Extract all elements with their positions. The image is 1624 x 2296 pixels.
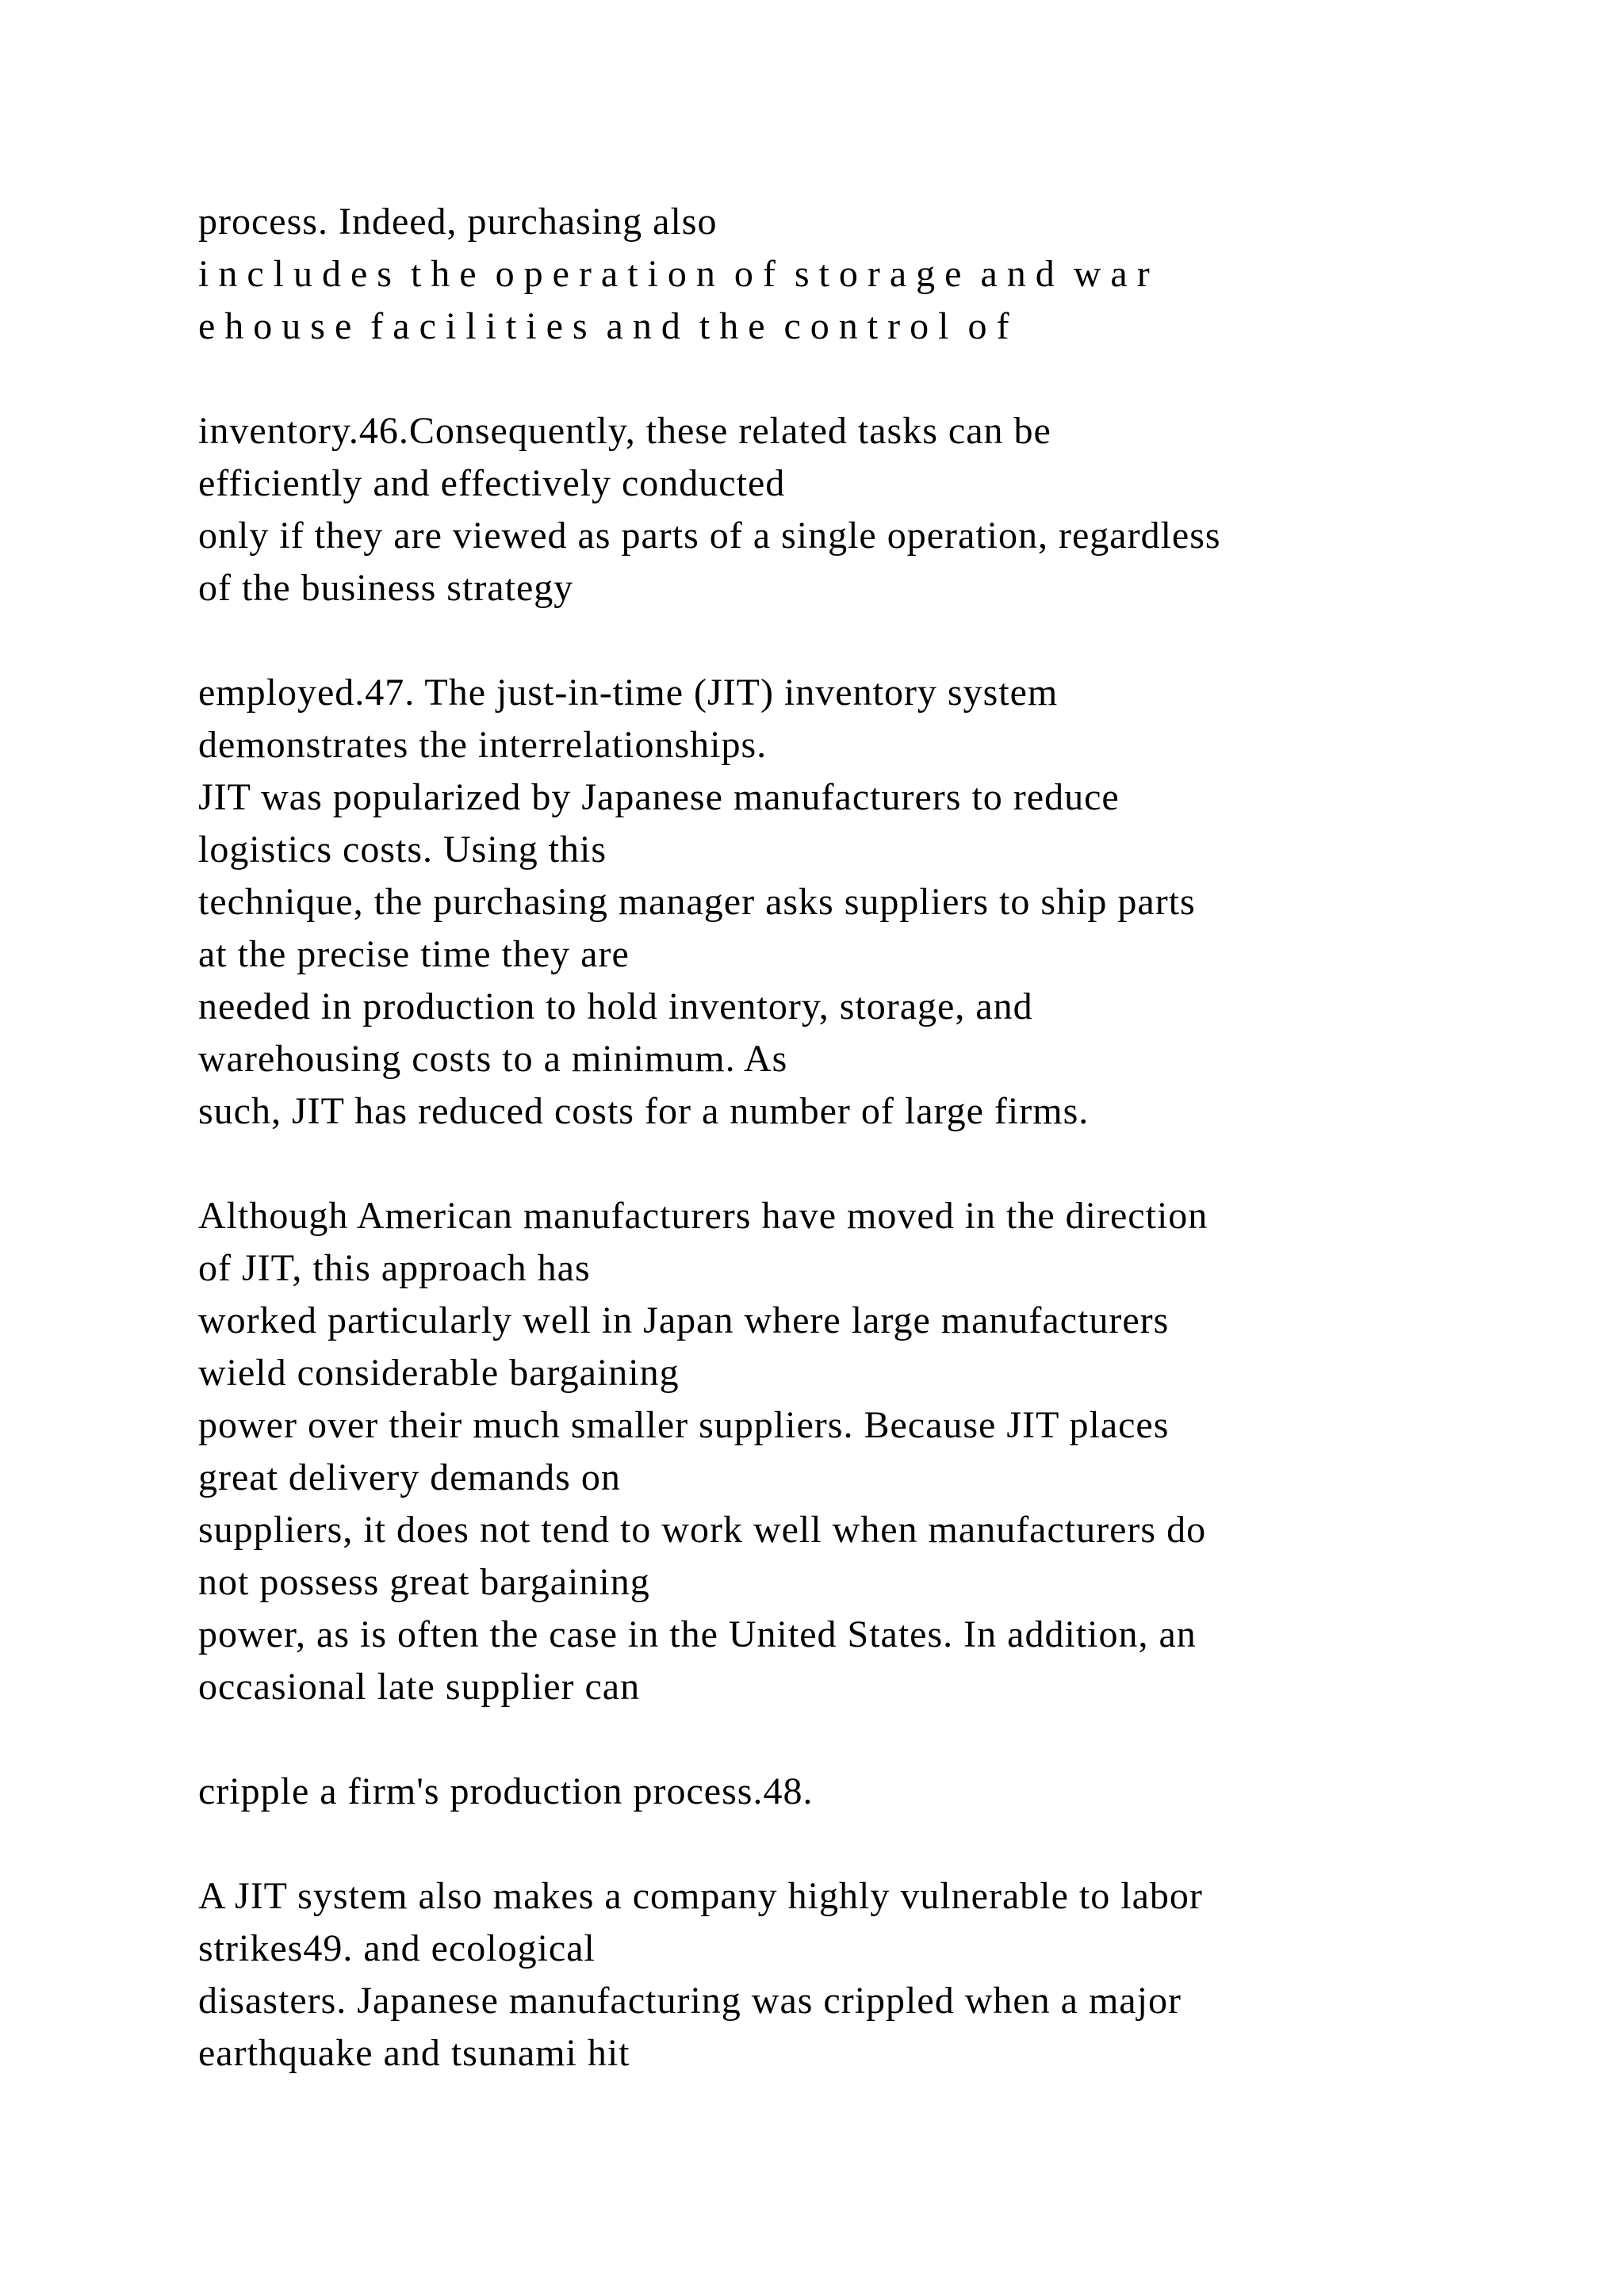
text-line: JIT was popularized by Japanese manufacturers to reduce [198,776,1120,818]
text-line: such, JIT has reduced costs for a number of large firms. [198,1090,1090,1132]
text-line: e h o u s e f a c i l i t i e s a n d t h e c o n t r o l o f [198,305,1009,347]
text-line: process. Indeed, purchasing also [198,201,718,243]
text-line: inventory.46.Consequently, these related tasks can be [198,410,1051,452]
paragraph-gap [198,1138,1594,1190]
paragraph-gap [198,1713,1594,1766]
text-line: suppliers, it does not tend to work well when manufacturers do [198,1509,1207,1551]
text-line: power over their much smaller suppliers. Because JIT places [198,1404,1170,1446]
text-line: power, as is often the case in the United States. In addition, an [198,1613,1197,1655]
text-line: great delivery demands on [198,1456,621,1498]
text-line: at the precise time they are [198,933,630,975]
text-line: worked particularly well in Japan where large manufacturers [198,1299,1170,1341]
text-line: employed.47. The just-in-time (JIT) inventory system [198,672,1059,714]
text-line: demonstrates the interrelationships. [198,724,768,766]
text-line: Although American manufacturers have moved in the direction [198,1195,1208,1237]
text-line: strikes49. and ecological [198,1927,596,1969]
text-line: of the business strategy [198,567,574,609]
paragraph-gap [198,614,1594,667]
text-line: warehousing costs to a minimum. As [198,1038,788,1080]
text-line: of JIT, this approach has [198,1247,591,1289]
text-line: cripple a firm's production process.48. [198,1770,814,1812]
text-line: not possess great bargaining [198,1561,650,1603]
text-line: needed in production to hold inventory, storage, and [198,985,1033,1027]
text-line: logistics costs. Using this [198,828,607,871]
text-line: disasters. Japanese manufacturing was crippled when a major [198,1980,1182,2022]
text-line: i n c l u d e s t h e o p e r a t i o n o f s t o r a g e a n d w a r [198,253,1150,295]
text-line: only if they are viewed as parts of a single operation, regardless [198,515,1221,557]
text-line: wield considerable bargaining [198,1352,680,1394]
paragraph-gap [198,1818,1594,1870]
text-line: occasional late supplier can [198,1666,641,1708]
body-text [198,196,1594,2080]
text-line: technique, the purchasing manager asks suppliers to ship parts [198,881,1196,923]
text-line: earthquake and tsunami hit [198,2032,630,2074]
paragraph-gap [198,353,1594,405]
text-line: efficiently and effectively conducted [198,462,786,504]
text-line: A JIT system also makes a company highly vulnerable to labor [198,1875,1203,1917]
